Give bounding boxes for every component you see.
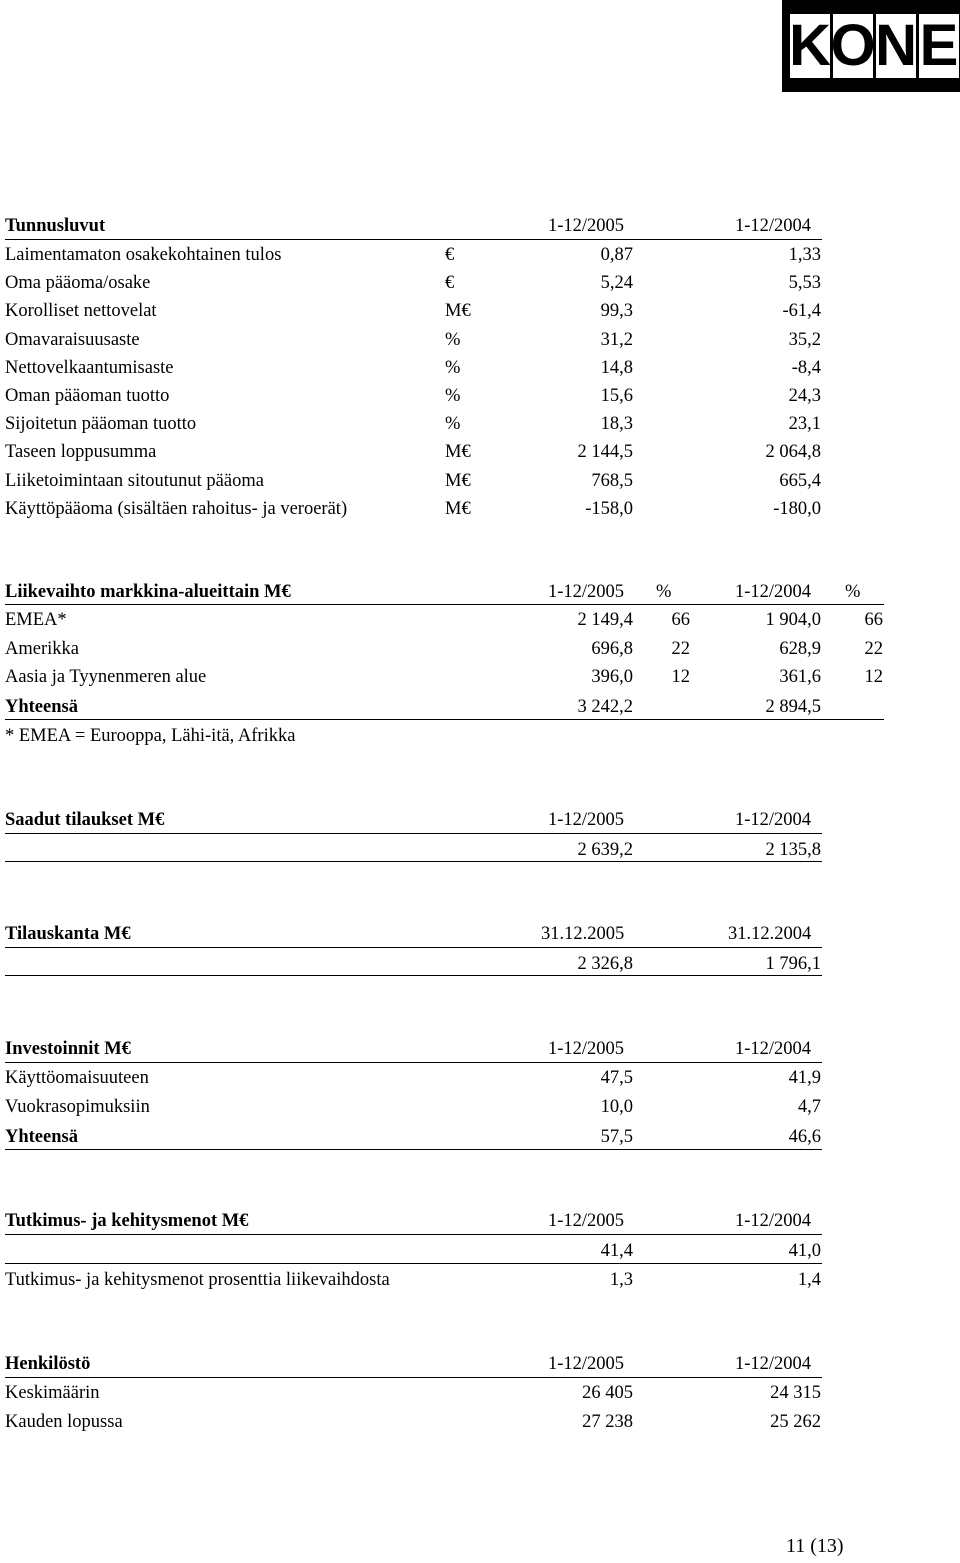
personnel-row-2004: 25 262 (770, 1412, 821, 1432)
keyfigure-label: Omavaraisuusaste (5, 330, 140, 350)
keyfigure-label: Käyttöpääoma (sisältäen rahoitus- ja veroerät) (5, 499, 348, 519)
backlog-value-rule (5, 975, 822, 976)
keyfigure-value-2004: 24,3 (788, 386, 821, 406)
keyfigure-unit: M€ (445, 471, 471, 491)
sales-row-label: EMEA* (5, 610, 67, 630)
logo-letter-o: O (830, 13, 876, 78)
keyfigure-value-2004: -8,4 (791, 358, 821, 378)
investments-total-2004: 46,6 (788, 1127, 821, 1147)
sales-row-pct-2004: 66 (864, 610, 883, 630)
sales-row-label: Amerikka (5, 639, 79, 659)
keyfigure-value-2004: -180,0 (773, 499, 821, 519)
orders-title: Saadut tilaukset M€ (5, 810, 165, 830)
keyfigure-value-2004: 35,2 (788, 330, 821, 350)
keyfigure-value-2005: 18,3 (600, 414, 633, 434)
keyfigures-col2-header: 1-12/2004 (735, 216, 812, 236)
orders-value-rule (5, 861, 822, 862)
keyfigures-header-rule (5, 239, 822, 240)
keyfigure-unit: € (445, 273, 455, 293)
keyfigure-label: Korolliset nettovelat (5, 301, 157, 321)
page-number: 11 (13) (786, 1535, 844, 1557)
keyfigure-label: Taseen loppusumma (5, 442, 157, 462)
sales-total-label: Yhteensä (5, 697, 78, 717)
rnd-pct-2004: 1,4 (797, 1270, 821, 1290)
investments-row-2004: 41,9 (788, 1068, 821, 1088)
rnd-value-2005: 41,4 (600, 1241, 633, 1261)
keyfigure-value-2004: 5,53 (788, 273, 821, 293)
sales-row-2005: 696,8 (591, 639, 633, 659)
sales-row-label: Aasia ja Tyynenmeren alue (5, 667, 207, 687)
sales-total-2004: 2 894,5 (765, 697, 821, 717)
sales-pct2-header: % (845, 582, 861, 602)
keyfigure-unit: % (445, 414, 461, 434)
orders-header-rule (5, 833, 822, 834)
investments-row-2005: 47,5 (600, 1068, 633, 1088)
sales-row-2005: 2 149,4 (577, 610, 633, 630)
investments-row-label: Vuokrasopimuksiin (5, 1097, 150, 1117)
personnel-row-2005: 26 405 (582, 1383, 633, 1403)
keyfigure-value-2004: -61,4 (782, 301, 821, 321)
investments-row-2005: 10,0 (600, 1097, 633, 1117)
rnd-pct-label: Tutkimus- ja kehitysmenot prosenttia liikevaihdosta (5, 1270, 390, 1290)
sales-row-pct-2005: 22 (671, 639, 690, 659)
logo-letter-e: E (919, 13, 959, 78)
rnd-header-rule (5, 1234, 822, 1235)
sales-row-pct-2005: 12 (671, 667, 690, 687)
keyfigure-value-2005: 0,87 (600, 245, 633, 265)
personnel-col2-header: 1-12/2004 (735, 1354, 812, 1374)
backlog-value-2005: 2 326,8 (577, 954, 633, 974)
personnel-title: Henkilöstö (5, 1354, 91, 1374)
personnel-row-2005: 27 238 (582, 1412, 633, 1432)
rnd-col2-header: 1-12/2004 (735, 1211, 812, 1231)
keyfigure-label: Oman pääoman tuotto (5, 386, 170, 406)
investments-col2-header: 1-12/2004 (735, 1039, 812, 1059)
keyfigure-value-2005: 15,6 (600, 386, 633, 406)
keyfigure-unit: M€ (445, 499, 471, 519)
keyfigure-value-2005: 5,24 (600, 273, 633, 293)
keyfigure-label: Liiketoimintaan sitoutunut pääoma (5, 471, 264, 491)
investments-row-label: Käyttöomaisuuteen (5, 1068, 149, 1088)
backlog-value-2004: 1 796,1 (765, 954, 821, 974)
keyfigure-value-2005: 2 144,5 (577, 442, 633, 462)
keyfigure-unit: % (445, 330, 461, 350)
sales-row-2004: 628,9 (779, 639, 821, 659)
sales-row-pct-2005: 66 (671, 610, 690, 630)
keyfigure-value-2004: 23,1 (788, 414, 821, 434)
sales-row-2004: 1 904,0 (765, 610, 821, 630)
keyfigure-value-2004: 1,33 (788, 245, 821, 265)
orders-col1-header: 1-12/2005 (548, 810, 625, 830)
personnel-row-label: Keskimäärin (5, 1383, 100, 1403)
rnd-col1-header: 1-12/2005 (548, 1211, 625, 1231)
keyfigures-col1-header: 1-12/2005 (548, 216, 625, 236)
rnd-title: Tutkimus- ja kehitysmenot M€ (5, 1211, 249, 1231)
keyfigure-label: Laimentamaton osakekohtainen tulos (5, 245, 282, 265)
keyfigure-label: Oma pääoma/osake (5, 273, 151, 293)
keyfigure-unit: M€ (445, 301, 471, 321)
keyfigure-value-2005: -158,0 (585, 499, 633, 519)
keyfigure-unit: % (445, 386, 461, 406)
sales-total-rule (5, 719, 884, 720)
sales-footnote: * EMEA = Eurooppa, Lähi-itä, Afrikka (5, 726, 296, 746)
rnd-value-2004: 41,0 (788, 1241, 821, 1261)
keyfigure-label: Nettovelkaantumisaste (5, 358, 174, 378)
personnel-header-rule (5, 1377, 822, 1378)
sales-row-pct-2004: 22 (864, 639, 883, 659)
sales-total-2005: 3 242,2 (577, 697, 633, 717)
investments-header-rule (5, 1062, 822, 1063)
sales-col1-header: 1-12/2005 (548, 582, 625, 602)
backlog-col1-header: 31.12.2005 (541, 924, 625, 944)
keyfigure-value-2004: 2 064,8 (765, 442, 821, 462)
investments-total-label: Yhteensä (5, 1127, 78, 1147)
sales-row-2005: 396,0 (591, 667, 633, 687)
sales-col2-header: 1-12/2004 (735, 582, 812, 602)
sales-title: Liikevaihto markkina-alueittain M€ (5, 582, 291, 602)
logo-letter-k: K (789, 13, 831, 78)
orders-value-2005: 2 639,2 (577, 840, 633, 860)
rnd-pct-2005: 1,3 (609, 1270, 633, 1290)
keyfigure-value-2005: 14,8 (600, 358, 633, 378)
investments-row-2004: 4,7 (797, 1097, 821, 1117)
investments-total-rule (5, 1149, 822, 1150)
backlog-col2-header: 31.12.2004 (728, 924, 812, 944)
sales-header-rule (5, 604, 884, 605)
investments-title: Investoinnit M€ (5, 1039, 131, 1059)
personnel-row-2004: 24 315 (770, 1383, 821, 1403)
personnel-row-label: Kauden lopussa (5, 1412, 123, 1432)
orders-value-2004: 2 135,8 (765, 840, 821, 860)
backlog-title: Tilauskanta M€ (5, 924, 131, 944)
keyfigure-unit: M€ (445, 442, 471, 462)
sales-pct1-header: % (656, 582, 672, 602)
logo-letter-n: N (875, 13, 917, 78)
sales-row-pct-2004: 12 (864, 667, 883, 687)
keyfigure-label: Sijoitetun pääoman tuotto (5, 414, 197, 434)
sales-row-2004: 361,6 (779, 667, 821, 687)
personnel-col1-header: 1-12/2005 (548, 1354, 625, 1374)
keyfigure-value-2005: 768,5 (591, 471, 633, 491)
keyfigure-unit: € (445, 245, 455, 265)
orders-col2-header: 1-12/2004 (735, 810, 812, 830)
keyfigure-value-2005: 99,3 (600, 301, 633, 321)
kone-logo (782, 0, 960, 92)
keyfigures-title: Tunnusluvut (5, 216, 106, 236)
backlog-header-rule (5, 947, 822, 948)
investments-col1-header: 1-12/2005 (548, 1039, 625, 1059)
keyfigure-value-2004: 665,4 (779, 471, 821, 491)
keyfigure-unit: % (445, 358, 461, 378)
keyfigure-value-2005: 31,2 (600, 330, 633, 350)
rnd-value-rule (5, 1263, 822, 1264)
investments-total-2005: 57,5 (600, 1127, 633, 1147)
